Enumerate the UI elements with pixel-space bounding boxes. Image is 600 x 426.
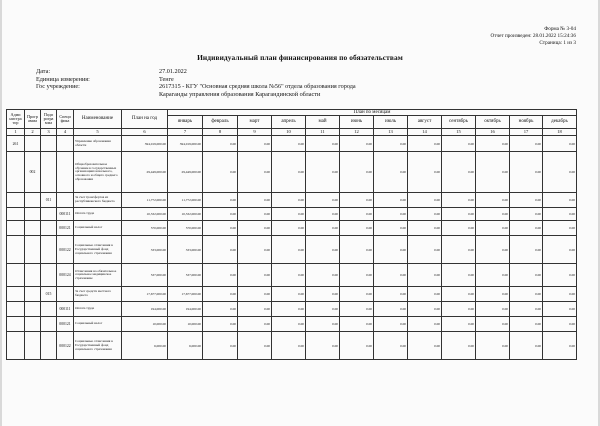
cell-admin: [7, 193, 25, 208]
cell-month-value: 0.00: [374, 193, 408, 208]
cell-specifics: 000111: [57, 302, 74, 317]
cell-program: [25, 287, 41, 302]
cell-month-value: 10,000.00: [168, 317, 203, 332]
cell-month-value: 0.00: [510, 332, 543, 360]
cell-month-value: 0.00: [374, 208, 408, 221]
cell-specifics: [57, 152, 74, 193]
cell-year-plan: 10,000.00: [122, 317, 168, 332]
table-row: [7, 317, 577, 332]
cell-month-value: 0.00: [543, 221, 577, 236]
header-program: Прогр амма: [25, 110, 41, 129]
header-month: февраль: [203, 116, 238, 129]
cell-specifics: [57, 136, 74, 152]
cell-month-value: 0.00: [442, 193, 476, 208]
cell-month-value: 0.00: [306, 264, 340, 287]
cell-month-value: 0.00: [543, 208, 577, 221]
header-column-number: 9: [238, 129, 272, 136]
cell-month-value: 0.00: [510, 193, 543, 208]
cell-specifics: 000124: [57, 264, 74, 287]
cell-month-value: 29,449,000.00: [168, 152, 203, 193]
cell-admin: [7, 317, 25, 332]
cell-name: Оплата труда: [74, 208, 122, 221]
document-title: Индивидуальный план финансирования по обязательствам: [197, 53, 403, 62]
cell-month-value: 0.00: [272, 208, 306, 221]
header-months-group: План по месяцам: [168, 110, 577, 116]
cell-month-value: 194,000.00: [168, 302, 203, 317]
cell-name: Социальные отчисления в Государственный фонд социального страхования: [74, 332, 122, 360]
cell-month-value: 0.00: [340, 193, 374, 208]
cell-month-value: 0.00: [238, 317, 272, 332]
cell-month-value: 0.00: [340, 152, 374, 193]
header-column-number: 4: [57, 129, 74, 136]
cell-subprogram: 015: [41, 287, 57, 302]
header-month: март: [238, 116, 272, 129]
cell-year-plan: 10,332,000.00: [122, 208, 168, 221]
cell-month-value: 0.00: [442, 332, 476, 360]
table-row: [7, 221, 577, 236]
cell-admin: [7, 302, 25, 317]
header-month: апрель: [272, 116, 306, 129]
header-column-number: 1: [7, 129, 25, 136]
cell-month-value: 0.00: [543, 193, 577, 208]
cell-admin: [7, 208, 25, 221]
cell-admin: [7, 152, 25, 193]
cell-month-value: 0.00: [543, 332, 577, 360]
cell-month-value: 6,000.00: [168, 332, 203, 360]
cell-name: Общеобразовательное обучение в государственных организациях начального, основного и общего среднего образования: [74, 152, 122, 193]
cell-month-value: 0.00: [374, 332, 408, 360]
cell-month-value: 0.00: [203, 317, 238, 332]
header-month: октябрь: [476, 116, 510, 129]
cell-month-value: 0.00: [442, 208, 476, 221]
cell-program: [25, 136, 41, 152]
cell-subprogram: [41, 236, 57, 264]
cell-month-value: 0.00: [408, 236, 442, 264]
cell-month-value: 0.00: [476, 193, 510, 208]
cell-program: [25, 193, 41, 208]
cell-month-value: 0.00: [543, 152, 577, 193]
cell-month-value: 0.00: [543, 236, 577, 264]
cell-month-value: 0.00: [203, 302, 238, 317]
cell-year-plan: 537,000.00: [122, 264, 168, 287]
table-row: [7, 264, 577, 287]
cell-month-value: 0.00: [340, 236, 374, 264]
cell-month-value: 0.00: [238, 236, 272, 264]
meta-date-label: Дата:: [36, 68, 51, 75]
cell-month-value: 0.00: [510, 136, 543, 152]
cell-month-value: 0.00: [442, 136, 476, 152]
cell-month-value: 0.00: [442, 302, 476, 317]
cell-month-value: 0.00: [374, 264, 408, 287]
cell-month-value: 0.00: [408, 152, 442, 193]
cell-specifics: 000122: [57, 236, 74, 264]
cell-month-value: 0.00: [442, 317, 476, 332]
cell-name: Социальный налог: [74, 221, 122, 236]
cell-subprogram: [41, 208, 57, 221]
cell-month-value: 0.00: [510, 208, 543, 221]
cell-month-value: 0.00: [510, 221, 543, 236]
cell-month-value: 0.00: [476, 152, 510, 193]
cell-month-value: 0.00: [203, 221, 238, 236]
cell-month-value: 0.00: [272, 221, 306, 236]
header-column-number: 13: [374, 129, 408, 136]
cell-month-value: 0.00: [238, 287, 272, 302]
cell-month-value: 10,332,000.00: [168, 208, 203, 221]
cell-program: [25, 332, 41, 360]
cell-month-value: 0.00: [374, 287, 408, 302]
cell-year-plan: 333,000.00: [122, 236, 168, 264]
cell-month-value: 0.00: [374, 302, 408, 317]
header-column-number: 18: [543, 129, 577, 136]
cell-program: [25, 317, 41, 332]
financing-plan-table: [6, 109, 577, 360]
cell-specifics: 000111: [57, 208, 74, 221]
cell-month-value: 0.00: [408, 332, 442, 360]
table-row: [7, 332, 577, 360]
cell-month-value: 0.00: [238, 208, 272, 221]
table-row: [7, 208, 577, 221]
cell-month-value: 0.00: [272, 317, 306, 332]
cell-month-value: 0.00: [306, 287, 340, 302]
cell-month-value: 0.00: [442, 221, 476, 236]
cell-month-value: 0.00: [442, 264, 476, 287]
meta-unit-value: Тенге: [159, 75, 174, 83]
header-month: май: [306, 116, 340, 129]
cell-program: [25, 302, 41, 317]
cell-specifics: 000121: [57, 317, 74, 332]
cell-admin: [7, 264, 25, 287]
cell-specifics: 000122: [57, 332, 74, 360]
cell-month-value: 0.00: [340, 221, 374, 236]
cell-month-value: 333,000.00: [168, 236, 203, 264]
header-month: июль: [374, 116, 408, 129]
header-column-number: 17: [510, 129, 543, 136]
document-meta: [36, 68, 556, 98]
cell-month-value: 0.00: [543, 317, 577, 332]
cell-subprogram: [41, 136, 57, 152]
cell-month-value: 0.00: [272, 152, 306, 193]
header-column-number: 3: [41, 129, 57, 136]
cell-month-value: 0.00: [238, 193, 272, 208]
table-row: [7, 152, 577, 193]
cell-month-value: 0.00: [238, 221, 272, 236]
cell-month-value: 0.00: [306, 208, 340, 221]
cell-month-value: 11,772,000.00: [168, 193, 203, 208]
cell-name: Оплата труда: [74, 302, 122, 317]
cell-month-value: 0.00: [510, 152, 543, 193]
header-column-number: 12: [340, 129, 374, 136]
cell-month-value: 0.00: [374, 136, 408, 152]
form-number: Форма № 3-04: [544, 26, 576, 32]
header-name: Наименование: [74, 110, 122, 129]
cell-year-plan: 6,000.00: [122, 332, 168, 360]
header-month: июнь: [340, 116, 374, 129]
header-column-number: 7: [168, 129, 203, 136]
header-year-plan: План на год: [122, 110, 168, 129]
cell-month-value: 0.00: [510, 287, 543, 302]
cell-program: [25, 221, 41, 236]
cell-subprogram: [41, 332, 57, 360]
header-column-number: 11: [306, 129, 340, 136]
table-row: [7, 287, 577, 302]
cell-subprogram: [41, 302, 57, 317]
cell-month-value: 0.00: [442, 287, 476, 302]
cell-month-value: 0.00: [272, 236, 306, 264]
cell-month-value: 0.00: [238, 136, 272, 152]
cell-month-value: 0.00: [306, 136, 340, 152]
cell-month-value: 0.00: [408, 302, 442, 317]
cell-month-value: 0.00: [476, 221, 510, 236]
cell-name: Отчисления на обязательное социальное медицинское страхование: [74, 264, 122, 287]
cell-month-value: 0.00: [510, 264, 543, 287]
cell-program: 002: [25, 152, 41, 193]
cell-subprogram: [41, 317, 57, 332]
header-column-number: 16: [476, 129, 510, 136]
cell-specifics: [57, 193, 74, 208]
header-month: сентябрь: [442, 116, 476, 129]
header-column-number: 10: [272, 129, 306, 136]
cell-month-value: 0.00: [203, 332, 238, 360]
cell-month-value: 0.00: [543, 136, 577, 152]
cell-month-value: 0.00: [442, 236, 476, 264]
meta-unit-label: Единица измерения:: [36, 75, 90, 83]
cell-month-value: 0.00: [340, 264, 374, 287]
cell-month-value: 0.00: [374, 152, 408, 193]
cell-month-value: 0.00: [340, 208, 374, 221]
meta-org-line2: Караганды управления образования Карагандинской области: [159, 90, 321, 98]
cell-month-value: 537,000.00: [168, 264, 203, 287]
header-column-number: 15: [442, 129, 476, 136]
cell-month-value: 0.00: [510, 302, 543, 317]
cell-month-value: 0.00: [408, 208, 442, 221]
cell-subprogram: [41, 221, 57, 236]
meta-org-line1: 2617315 - КГУ "Основная средняя школа №56" отдела образования города: [159, 83, 356, 91]
cell-admin: 261: [7, 136, 25, 152]
cell-program: [25, 208, 41, 221]
header-admin: Адми нистра тор: [7, 110, 25, 129]
cell-subprogram: [41, 152, 57, 193]
cell-month-value: 0.00: [408, 193, 442, 208]
cell-month-value: 0.00: [476, 236, 510, 264]
cell-admin: [7, 332, 25, 360]
document-page: [2, 0, 598, 426]
header-column-number: 8: [203, 129, 238, 136]
cell-month-value: 0.00: [203, 208, 238, 221]
cell-month-value: 0.00: [306, 317, 340, 332]
cell-month-value: 0.00: [306, 193, 340, 208]
cell-month-value: 0.00: [543, 302, 577, 317]
cell-subprogram: 011: [41, 193, 57, 208]
cell-month-value: 0.00: [374, 221, 408, 236]
cell-month-value: 0.00: [340, 302, 374, 317]
cell-month-value: 0.00: [306, 221, 340, 236]
cell-program: [25, 264, 41, 287]
cell-year-plan: 194,000.00: [122, 302, 168, 317]
meta-date-row: [36, 68, 556, 76]
header-column-number: 2: [25, 129, 41, 136]
header-column-number: 6: [122, 129, 168, 136]
cell-month-value: 0.00: [340, 332, 374, 360]
cell-month-value: 0.00: [442, 152, 476, 193]
cell-month-value: 0.00: [272, 136, 306, 152]
cell-month-value: 0.00: [543, 287, 577, 302]
cell-month-value: 0.00: [272, 264, 306, 287]
cell-month-value: 0.00: [476, 264, 510, 287]
cell-month-value: 0.00: [340, 317, 374, 332]
meta-org-value: [159, 83, 556, 98]
cell-admin: [7, 287, 25, 302]
cell-month-value: 570,000.00: [168, 221, 203, 236]
cell-month-value: 0.00: [272, 302, 306, 317]
cell-month-value: 0.00: [476, 332, 510, 360]
cell-month-value: 0.00: [306, 152, 340, 193]
table-row: [7, 193, 577, 208]
header-specifics: Специ фика: [57, 110, 74, 129]
header-column-number: 14: [408, 129, 442, 136]
cell-name: За счет трансфертов из республиканского бюджета: [74, 193, 122, 208]
cell-month-value: 0.00: [374, 317, 408, 332]
meta-unit-row: [36, 76, 556, 84]
cell-name: Социальный налог: [74, 317, 122, 332]
cell-admin: [7, 221, 25, 236]
cell-month-value: 0.00: [238, 332, 272, 360]
meta-org-row: [36, 83, 556, 98]
cell-month-value: 0.00: [374, 236, 408, 264]
cell-month-value: 0.00: [476, 208, 510, 221]
header-month: август: [408, 116, 442, 129]
meta-org-label: Гос учреждение:: [36, 83, 80, 91]
cell-month-value: 0.00: [203, 264, 238, 287]
cell-month-value: 0.00: [203, 287, 238, 302]
cell-month-value: 0.00: [203, 136, 238, 152]
cell-subprogram: [41, 264, 57, 287]
cell-month-value: 0.00: [476, 287, 510, 302]
cell-month-value: 0.00: [340, 136, 374, 152]
cell-specifics: [57, 287, 74, 302]
header-column-number: 5: [74, 129, 122, 136]
report-date: Отчет произведен: 28.01.2022 15:24:36: [490, 33, 576, 39]
cell-month-value: 0.00: [306, 236, 340, 264]
cell-month-value: 0.00: [510, 236, 543, 264]
cell-month-value: 0.00: [476, 136, 510, 152]
cell-month-value: 0.00: [510, 317, 543, 332]
cell-month-value: 0.00: [238, 302, 272, 317]
cell-month-value: 0.00: [408, 136, 442, 152]
cell-name: Управление образования области: [74, 136, 122, 152]
cell-name: За счет средств местного бюджета: [74, 287, 122, 302]
cell-month-value: 0.00: [306, 302, 340, 317]
report-header-info: [491, 26, 576, 47]
table-body: [7, 136, 577, 360]
cell-year-plan: 11,772,000.00: [122, 193, 168, 208]
cell-year-plan: 29,449,000.00: [122, 152, 168, 193]
cell-program: [25, 236, 41, 264]
meta-date-value: 27.01.2022: [159, 68, 187, 75]
cell-name: Социальные отчисления в Государственный фонд социального страхования: [74, 236, 122, 264]
cell-month-value: 0.00: [203, 152, 238, 193]
cell-month-value: 0.00: [340, 287, 374, 302]
cell-month-value: 0.00: [543, 264, 577, 287]
table-row: [7, 136, 577, 152]
header-month: январь: [168, 116, 203, 129]
cell-month-value: 0.00: [476, 302, 510, 317]
cell-month-value: 394,019,000.00: [168, 136, 203, 152]
cell-month-value: 0.00: [238, 152, 272, 193]
table-row: [7, 302, 577, 317]
header-month: ноябрь: [510, 116, 543, 129]
cell-admin: [7, 236, 25, 264]
cell-year-plan: 570,000.00: [122, 221, 168, 236]
cell-specifics: 000121: [57, 221, 74, 236]
cell-month-value: 0.00: [408, 317, 442, 332]
cell-month-value: 0.00: [272, 287, 306, 302]
cell-month-value: 0.00: [408, 221, 442, 236]
cell-year-plan: 17,677,000.00: [122, 287, 168, 302]
cell-month-value: 0.00: [476, 317, 510, 332]
cell-month-value: 0.00: [203, 236, 238, 264]
page-number: Страница: 1 из 3: [539, 40, 576, 46]
cell-month-value: 0.00: [272, 193, 306, 208]
cell-month-value: 0.00: [408, 287, 442, 302]
header-subprogram: Подп рогра мма: [41, 110, 57, 129]
cell-month-value: 0.00: [203, 193, 238, 208]
cell-month-value: 17,677,000.00: [168, 287, 203, 302]
cell-month-value: 0.00: [306, 332, 340, 360]
cell-month-value: 0.00: [272, 332, 306, 360]
table-row: [7, 236, 577, 264]
header-month: декабрь: [543, 116, 577, 129]
cell-year-plan: 394,019,000.00: [122, 136, 168, 152]
cell-month-value: 0.00: [408, 264, 442, 287]
cell-month-value: 0.00: [238, 264, 272, 287]
table-header-numbers: [7, 129, 577, 136]
